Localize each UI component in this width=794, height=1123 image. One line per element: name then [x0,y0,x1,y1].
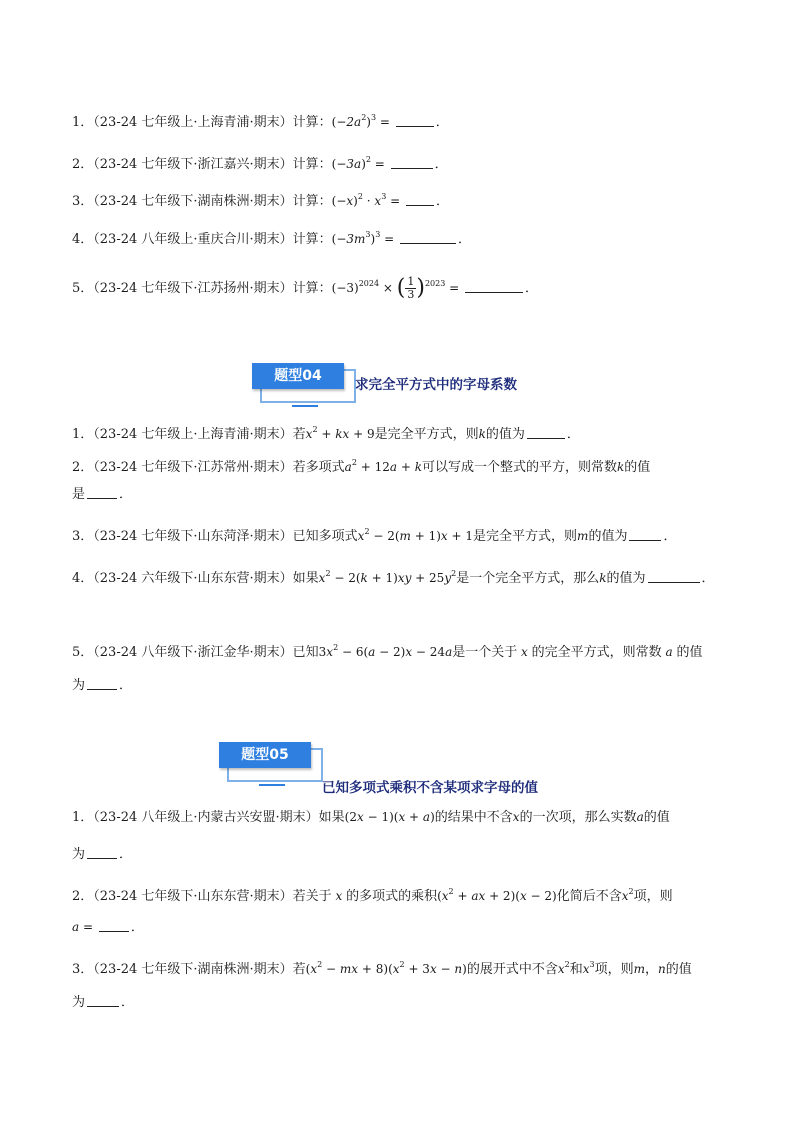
question-5-2-continued: a = ． [72,920,144,935]
answer-blank [396,114,434,127]
question-5-2: 2．（23-24 七年级下·山东东营·期末）若关于 x 的多项式的乘积($x^2$ + ax + 2)(x − 2)化简后不含$x^2$项，则 [72,887,673,904]
answer-blank [465,280,523,293]
question-5-3: 3．（23-24 七年级下·湖南株洲·期末）若($x^2$ − mx + $8)(x^2 + 3x - n)$的展开式中不含$x^2$和$x^3$项，则m，n的值 [72,960,692,977]
section-badge: 题型04 [252,363,344,389]
question-3-1: 1．（23-24 七年级上·上海青浦·期末）计算：$(-2a^2)^3$ = ． [72,113,449,130]
answer-blank [87,486,117,499]
section-badge: 题型05 [219,742,311,768]
badge-decoration [259,784,285,786]
question-4-2: 2．（23-24 七年级下·江苏常州·期末）若多项式$a^2 + 12a + k$可以写成一个整式的平方，则常数k的值 [72,458,651,475]
question-text: 2．（23-24 七年级下·浙江嘉兴·期末）计算： [72,157,332,172]
answer-blank [648,570,700,583]
question-4-1: 1．（23-24 七年级上·上海青浦·期末）若$x^2$ + kx + 9是完全平方式，则k的值为 ． [72,425,580,442]
question-text: 3．（23-24 七年级下·山东菏泽·期末）已知多项式 [72,529,358,544]
answer-blank [629,528,661,541]
question-text: 3．（23-24 七年级下·湖南株洲·期末）若 [72,962,306,977]
question-text: 5．（23-24 七年级下·江苏扬州·期末）计算： [72,281,332,296]
answer-blank [87,846,117,859]
question-text: 4．（23-24 八年级上·重庆合川·期末）计算： [72,232,332,247]
question-text: 3．（23-24 七年级下·湖南株洲·期末）计算： [72,194,332,209]
answer-blank [87,994,119,1007]
badge-decoration [292,405,318,407]
question-4-5-continued: 为 ． [72,678,133,693]
section-title: 求完全平方式中的字母系数 [355,377,517,393]
question-text: 2．（23-24 七年级下·江苏常州·期末）若多项式 [72,460,345,475]
question-text: 1．（23-24 八年级上·内蒙古兴安盟·期末）如果 [72,810,345,825]
answer-blank [99,919,129,932]
question-4-5: 5．（23-24 八年级下·浙江金华·期末）已知$3x^2 - 6(a - 2)x - 24a$是一个关于 x 的完全平方式，则常数 a 的值 [72,643,703,660]
question-4-2-continued: 是 ． [72,487,133,502]
section-title: 已知多项式乘积不含某项求字母的值 [322,780,538,796]
question-5-1: 1．（23-24 八年级上·内蒙古兴安盟·期末）如果(2x − 1)(x + a)的结果中不含x的一次项，那么实数a的值 [72,810,670,825]
answer-blank [527,426,565,439]
question-3-5: 5．（23-24 七年级下·江苏扬州·期末）计算：$(-3)^{2024}$ × ( $\frac{1}{3}$ )$^{2023}$ = ． [72,275,539,301]
question-4-3: 3．（23-24 七年级下·山东菏泽·期末）已知多项式$x^2 - 2(m + 1)x + 1$是完全平方式，则m的值为 ． [72,527,677,544]
question-5-1-continued: 为 ． [72,847,133,862]
question-3-4: 4．（23-24 八年级上·重庆合川·期末）计算：$(-3m^3)^3$ = ． [72,230,471,247]
answer-blank [87,677,117,690]
question-text: 2．（23-24 七年级下·山东东营·期末）若关于 [72,889,332,904]
answer-blank [406,193,434,206]
question-4-4: 4．（23-24 六年级下·山东东营·期末）如果$x^2 - 2(k + 1)xy + 25y^2$是一个完全平方式，那么k的值为 ． [72,569,715,586]
question-text: 5．（23-24 八年级下·浙江金华·期末）已知 [72,645,319,660]
question-text: 4．（23-24 六年级下·山东东营·期末）如果 [72,571,319,586]
question-5-3-continued: 为 ． [72,995,135,1010]
question-text: 1．（23-24 七年级上·上海青浦·期末）若 [72,427,306,442]
answer-blank [400,231,456,244]
question-3-2: 2．（23-24 七年级下·浙江嘉兴·期末）计算：$(-3a)^2$ = ． [72,155,448,172]
question-3-3: 3．（23-24 七年级下·湖南株洲·期末）计算：$(-x)^2 \cdot x^3$ = ． [72,192,449,209]
question-text: 1．（23-24 七年级上·上海青浦·期末）计算： [72,115,332,130]
answer-blank [391,156,433,169]
